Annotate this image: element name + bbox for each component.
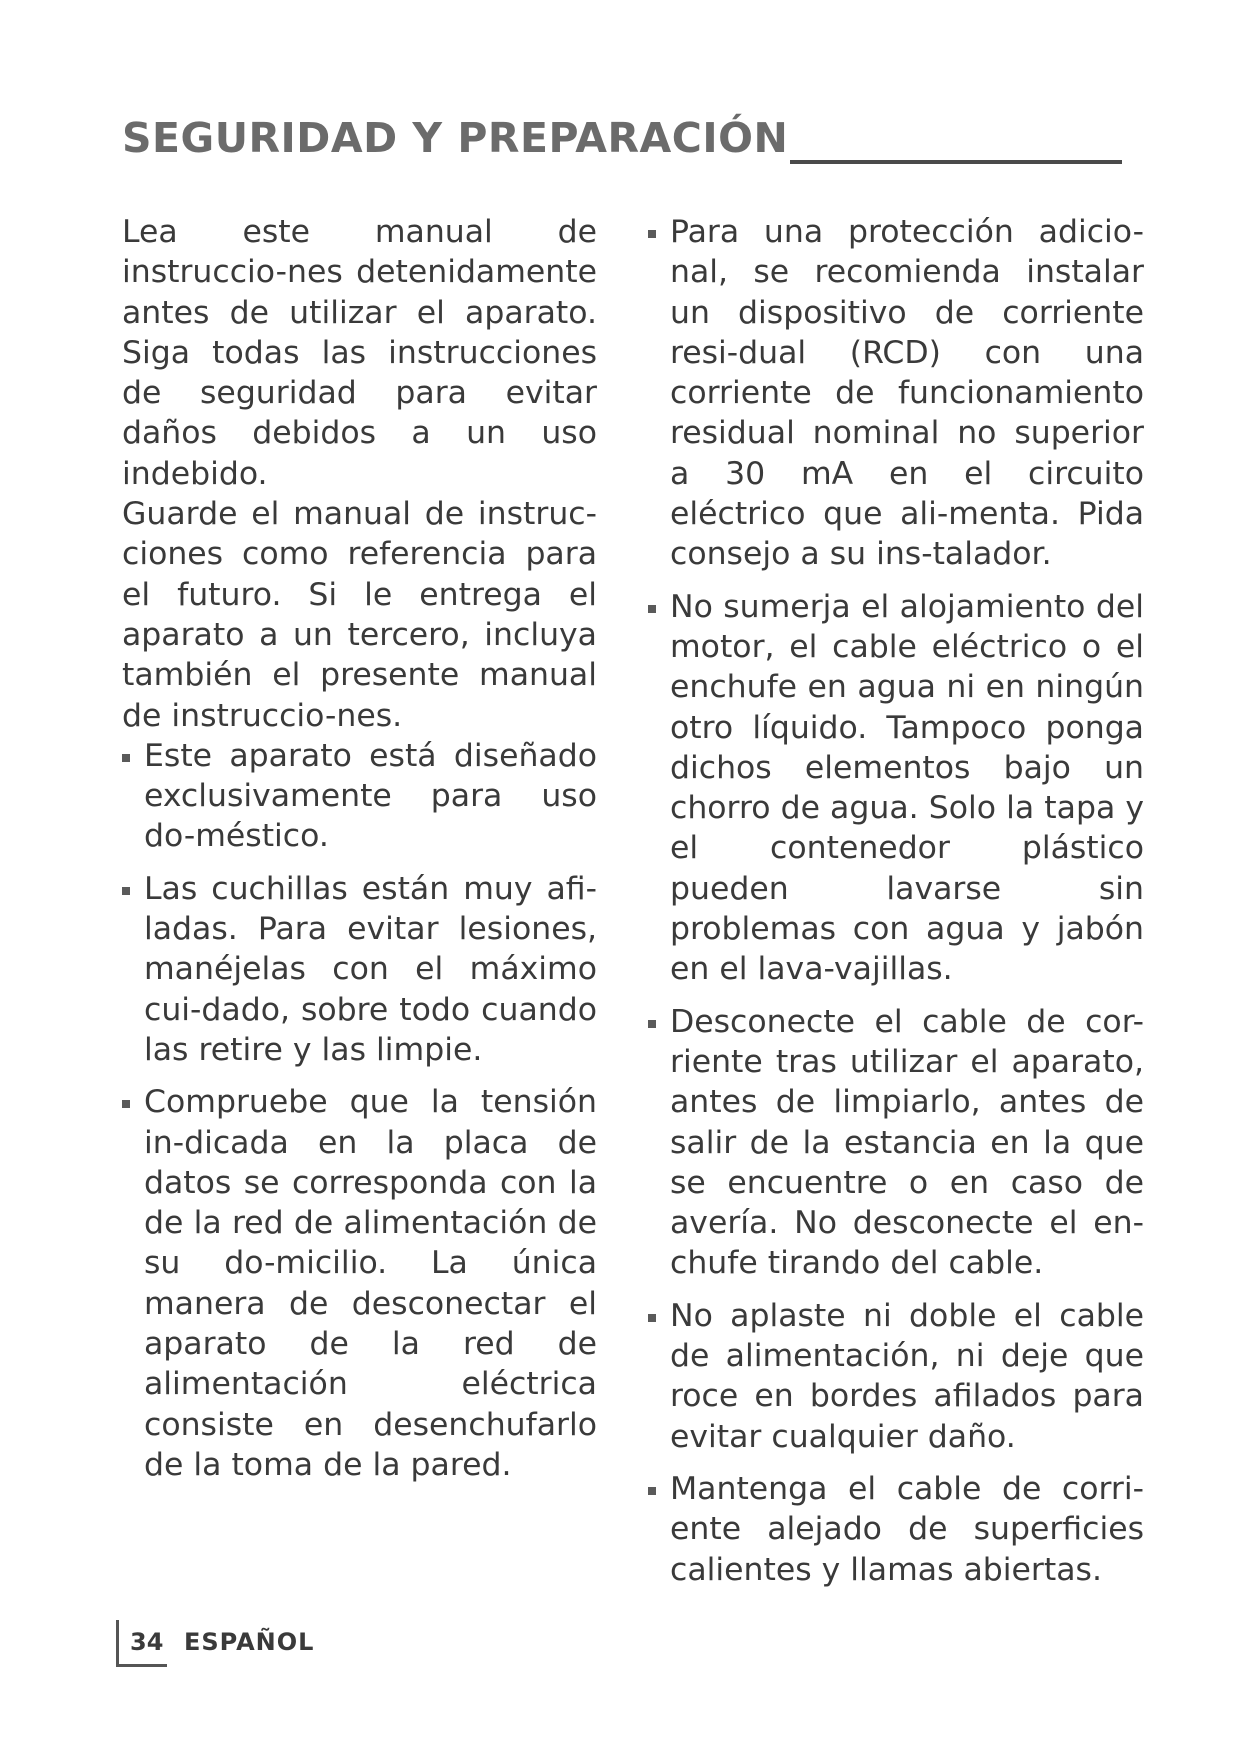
bullet-square-icon bbox=[122, 1100, 130, 1108]
right-column bbox=[648, 212, 1144, 1602]
list-item bbox=[122, 736, 597, 857]
left-column bbox=[122, 212, 597, 1497]
list-item bbox=[648, 1002, 1144, 1284]
list-item-text: Compruebe que la tensión in-dicada en la placa de datos se corresponda con la de la red de alimentación de su do-micilio. La única manera de desconectar el aparato de la red de alimentación eléctrica consiste en desenchufarlo de la toma de la pared. bbox=[144, 1084, 597, 1483]
bullet-square-icon bbox=[648, 605, 656, 613]
bullet-square-icon bbox=[648, 1314, 656, 1322]
page-footer bbox=[116, 1620, 416, 1666]
bullet-square-icon bbox=[648, 1487, 656, 1495]
list-item-text: Mantenga el cable de corri-ente alejado de superficies calientes y llamas abiertas. bbox=[670, 1470, 1144, 1588]
safety-list-left bbox=[122, 736, 597, 1485]
bullet-square-icon bbox=[648, 1020, 656, 1028]
list-item bbox=[648, 587, 1144, 990]
list-item-text: Las cuchillas están muy afi-ladas. Para evitar lesiones, manéjelas con el máximo cui-dado, sobre todo cuando las retire y las limpie. bbox=[144, 870, 597, 1068]
bullet-square-icon bbox=[122, 887, 130, 895]
page-number: 34 bbox=[130, 1628, 164, 1656]
footer-language: ESPAÑOL bbox=[184, 1628, 315, 1656]
list-item-text: Para una protección adicio-nal, se recomienda instalar un dispositivo de corriente resi-dual (RCD) con una corriente de funcionamiento residual nominal no superior a 30 mA en el circuito eléctrico que ali-menta. Pida consejo a su ins-talador. bbox=[670, 214, 1144, 573]
list-item bbox=[648, 1296, 1144, 1457]
intro-paragraph: Lea este manual de instruccio-nes detenidamente antes de utilizar el aparato. Siga todas las instrucciones de seguridad para evitar daños debidos a un uso indebido. bbox=[122, 214, 597, 492]
title-rule bbox=[790, 160, 1122, 164]
bullet-square-icon bbox=[122, 754, 130, 762]
bullet-square-icon bbox=[648, 230, 656, 238]
list-item bbox=[648, 212, 1144, 575]
list-item-text: Este aparato está diseñado exclusivamente para uso do-méstico. bbox=[144, 737, 597, 855]
list-item-text: Desconecte el cable de cor-riente tras utilizar el aparato, antes de limpiarlo, antes de salir de la estancia en la que se encuentre o en caso de avería. No desconecte el en-chufe tirando del cable. bbox=[670, 1003, 1144, 1282]
safety-list-right bbox=[648, 212, 1144, 1590]
intro-paragraph: Guarde el manual de instruc-ciones como referencia para el futuro. Si le entrega el aparato a un tercero, incluya también el presente manual de instruccio-nes. bbox=[122, 496, 597, 734]
list-item bbox=[648, 1469, 1144, 1590]
list-item-text: No aplaste ni doble el cable de alimentación, ni deje que roce en bordes afilados para evitar cualquier daño. bbox=[670, 1297, 1144, 1455]
page-title: SEGURIDAD Y PREPARACIÓN bbox=[122, 114, 789, 162]
list-item bbox=[122, 1082, 597, 1485]
list-item-text: No sumerja el alojamiento del motor, el cable eléctrico o el enchufe en agua ni en ningún otro líquido. Tampoco ponga dichos elementos bajo un chorro de agua. Solo la tapa y el contenedor plástico pueden lavarse sin problemas con agua y jabón en el lava-vajillas. bbox=[670, 588, 1144, 988]
page-header bbox=[122, 108, 1122, 168]
list-item bbox=[122, 869, 597, 1070]
